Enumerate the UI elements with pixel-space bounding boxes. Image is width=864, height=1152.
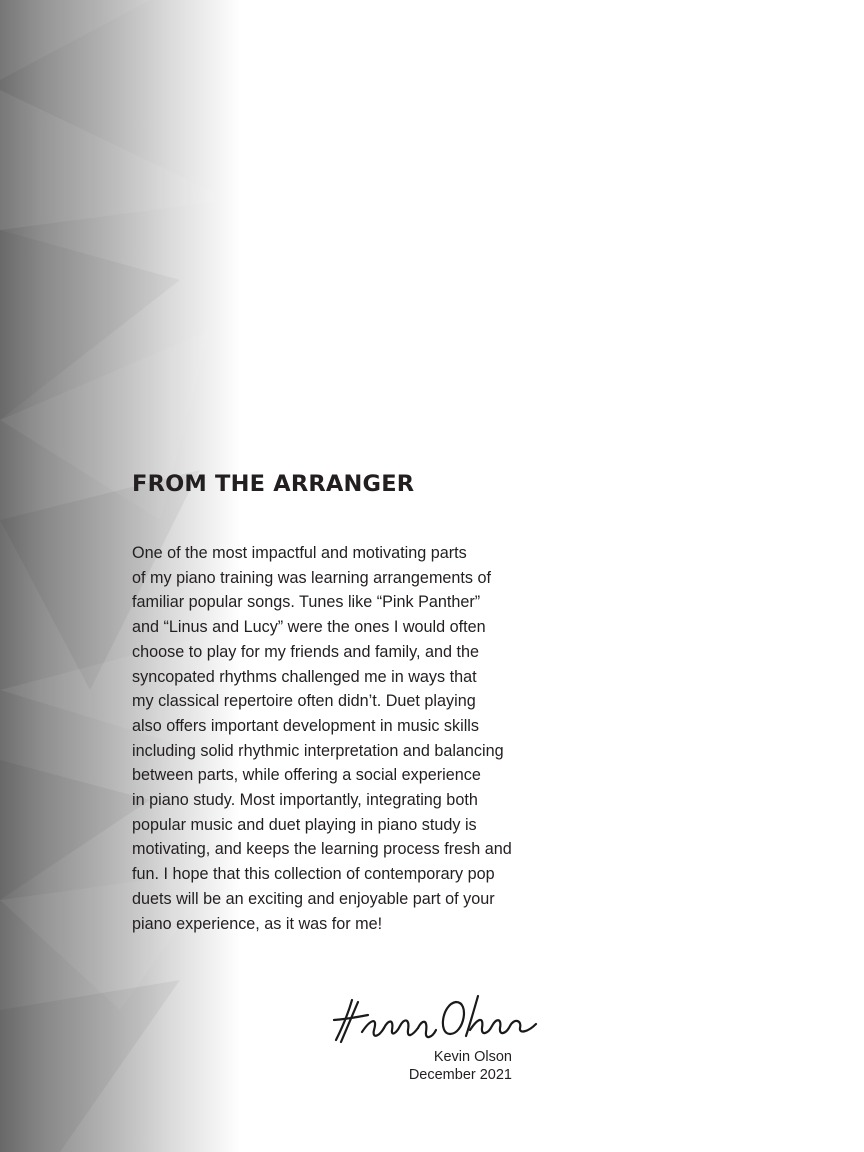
paragraph-line: my classical repertoire often didn’t. Duet playing [132, 692, 476, 711]
paragraph-line: also offers important development in music skills [132, 716, 479, 735]
paragraph-line: syncopated rhythms challenged me in ways that [132, 667, 477, 686]
paragraph-line: duets will be an exciting and enjoyable part of your [132, 889, 495, 908]
paragraph-line: motivating, and keeps the learning process fresh and [132, 840, 512, 859]
paragraph-line: fun. I hope that this collection of contemporary pop [132, 865, 495, 884]
author-name: Kevin Olson [433, 1049, 512, 1065]
paragraph-line: including solid rhythmic interpretation and balancing [132, 741, 504, 760]
signoff-date: December 2021 [408, 1066, 512, 1083]
paragraph-line: between parts, while offering a social experience [132, 766, 481, 785]
page-heading: FROM THE ARRANGER [132, 471, 415, 497]
paragraph-line: familiar popular songs. Tunes like “Pink Panther” [132, 593, 481, 612]
handwritten-signature [332, 990, 542, 1046]
paragraph-line: in piano study. Most importantly, integrating both [132, 791, 478, 810]
paragraph-line: One of the most impactful and motivating parts [132, 544, 467, 562]
paragraph-line: choose to play for my friends and family, and the [132, 642, 480, 661]
paragraph-line: of my piano training was learning arrangements of [132, 568, 492, 587]
signoff-block [409, 1049, 512, 1084]
paragraph-line: and “Linus and Lucy” were the ones I would often [132, 618, 486, 637]
paragraph-line: popular music and duet playing in piano study is [132, 815, 477, 834]
body-paragraph [132, 541, 532, 936]
paragraph-line: piano experience, as it was for me! [132, 914, 383, 933]
